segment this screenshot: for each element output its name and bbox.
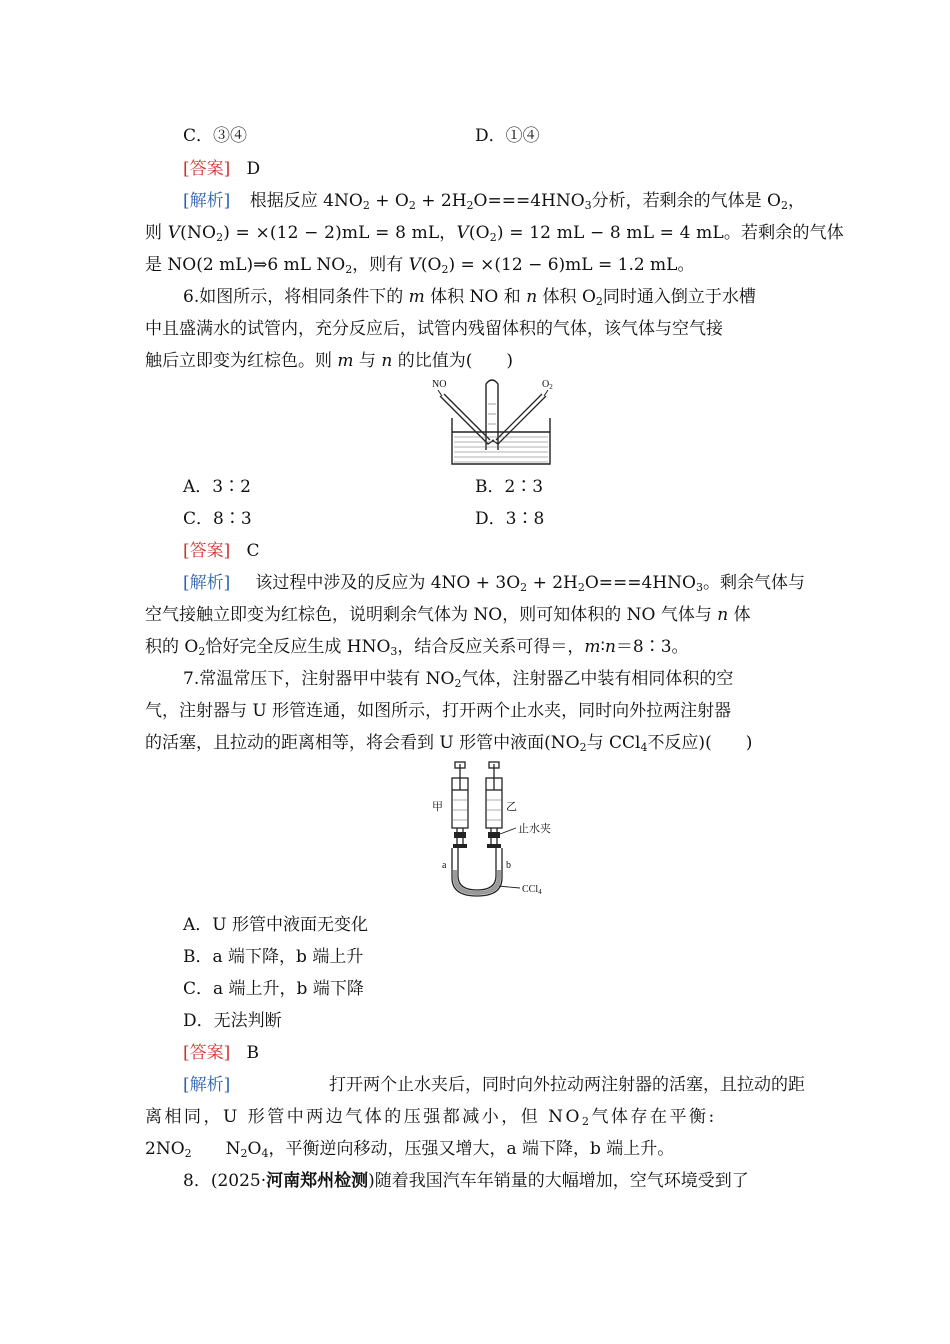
label-o2: $O_2$ [542, 379, 553, 391]
q6-option-b: B．2∶3 [475, 477, 544, 497]
answer-value: C [246, 541, 260, 561]
text: 与 [353, 351, 382, 371]
text: O===4HNO [473, 191, 585, 211]
q5-option-c: C．③④ [183, 126, 248, 146]
text: (O [420, 255, 442, 275]
text: 7.常温常压下，注射器甲中装有 NO [183, 669, 455, 689]
text: ， [788, 191, 805, 211]
q7-answer [183, 1041, 259, 1065]
q5-explanation-line-3: 是 NO(2 mL)⇒6 mL $NO_2$，则有 $V(O_2) = \times(12 - 6)mL = 1.2$ mL。 [145, 255, 695, 276]
q7-explanation-line-3: $2NO_2$ $N_2O_4$，平衡逆向移动，压强又增大，a 端下降，b 端上升。 [145, 1139, 675, 1160]
text: V [408, 255, 421, 275]
label-clamp: 止水夹 [518, 823, 551, 835]
text: 则 [145, 223, 168, 243]
text: 分析，若剩余的气体是 O [591, 191, 781, 211]
answer-value: D [246, 159, 261, 179]
q7-explanation-line-2: 离相同，U 形管中两边气体的压强都减小，但 $NO_2$气体存在平衡: [145, 1107, 717, 1128]
text: m [408, 287, 425, 307]
clamp-left [454, 832, 466, 838]
q7-option-d: D．无法判断 [183, 1011, 282, 1031]
text: N [225, 1139, 241, 1159]
q7-stem-line-1: 7.常温常压下，注射器甲中装有 $NO_2$气体，注射器乙中装有相同体积的空 [183, 669, 734, 690]
q6-stem-line-3 [145, 349, 513, 373]
q5-explanation-line-2: 则 $V(NO_2) = \times(12 - 2)mL = 8$ mL，$V(O_2) = 12$ mL − 8 mL = 4 mL。若剩余的气体 [145, 223, 844, 244]
text: ，结合反应关系可得＝， [397, 637, 585, 657]
text: + 2H [527, 573, 578, 593]
explanation-text: 打开两个止水夹后，同时向外拉动两注射器的活塞，且拉动的距 [329, 1075, 805, 1095]
text: )随着我国汽车年销量的大幅增加，空气环境受到了 [368, 1171, 749, 1191]
explanation-text: 该过程中涉及的反应为 $4NO + 3O_2 + 2H_2O===4HNO_3$。剩余气体与 [255, 573, 805, 594]
text: 2NO [145, 1139, 185, 1159]
text: 离相同，U 形管中两边气体的压强都减小，但 NO [145, 1107, 582, 1127]
text: n [526, 287, 538, 307]
q6-stem-line-2: 中且盛满水的试管内，充分反应后，试管内残留体积的气体，该气体与空气接 [145, 319, 723, 339]
text: n [604, 637, 616, 657]
text: 是 NO(2 mL)⇒6 mL NO [145, 255, 346, 275]
q6-option-d: D．3∶8 [475, 509, 545, 529]
q7-explanation-line-1 [183, 1073, 805, 1097]
answer-tag: [答案] [183, 1043, 231, 1063]
text: + 2H [415, 191, 467, 211]
text: 气体存在平衡: [591, 1107, 717, 1127]
text: m [337, 351, 354, 371]
q7-stem-line-3: 的活塞，且拉动的距离相等，将会看到 U 形管中液面($NO_2$与 CCl$_4$不反应)( ) [145, 733, 753, 754]
explanation-text: 根据反应 $4NO_2 + O_2 + 2H_2O===4HNO_3$分析，若剩余的气体是 $O_2$， [249, 191, 805, 212]
label-a: a [442, 860, 447, 871]
text: 同时通入倒立于水槽 [602, 287, 756, 307]
text: 空气接触立即变为红棕色，说明剩余气体为 NO，则可知体积的 NO 气体与 [145, 605, 718, 625]
text: V [167, 223, 181, 243]
water-trough-figure [430, 374, 560, 468]
text: n [717, 605, 729, 625]
source-tag: 河南郑州检测 [266, 1171, 369, 1191]
q5-explanation-line-1 [183, 189, 805, 213]
q6-stem-line-1: 6.如图所示，将相同条件下的 m 体积 NO 和 n 体积 $O_2$同时通入倒立于水槽 [183, 287, 756, 308]
text: ，平衡逆向移动，压强又增大，a 端下降，b 端上升。 [268, 1139, 675, 1159]
q5-answer [183, 157, 260, 181]
q6-explanation-line-3: 积的 $O_2$恰好完全反应生成 $HNO_3$，结合反应关系可得＝，m∶n＝8∶3。 [145, 637, 689, 658]
q5-option-d: D．①④ [475, 126, 540, 146]
label-jia: 甲 [432, 801, 443, 813]
text: O===4HNO [584, 573, 696, 593]
text: (NO [180, 223, 217, 243]
text: ∶ [600, 637, 605, 657]
text: 不反应)( ) [647, 733, 753, 753]
text: + O [369, 191, 409, 211]
text: 8．(2025· [183, 1171, 267, 1191]
answer-value: B [246, 1043, 259, 1063]
text: ) = 12 mL − 8 mL = 4 mL。若剩余的气体 [496, 223, 844, 243]
text: V [456, 223, 469, 243]
label-no: NO [432, 379, 447, 390]
text: 体积 O [537, 287, 596, 307]
q7-stem-line-2: 气，注射器与 U 形管连通，如图所示，打开两个止水夹，同时向外拉两注射器 [145, 701, 732, 721]
label-b: b [506, 860, 511, 871]
text: n [381, 351, 393, 371]
text: 气体，注射器乙中装有相同体积的空 [461, 669, 734, 689]
text: 根据反应 4NO [249, 191, 363, 211]
q7-option-c: C．a 端上升，b 端下降 [183, 979, 364, 999]
explanation-tag: [解析] [183, 191, 231, 211]
text: ＝8∶3。 [615, 637, 689, 657]
q7-option-a: A．U 形管中液面无变化 [183, 915, 369, 935]
text: 与 CCl [586, 733, 641, 753]
text: 触后立即变为红棕色。则 [145, 351, 338, 371]
explanation-tag: [解析] [183, 573, 231, 593]
q6-explanation-line-1 [183, 571, 805, 595]
answer-tag: [答案] [183, 541, 231, 561]
syringe-u-tube-figure [428, 760, 568, 902]
text: 积的 O [145, 637, 199, 657]
q6-option-c: C．8∶3 [183, 509, 252, 529]
text: ) = ×(12 − 6)mL = 1.2 mL。 [448, 255, 695, 275]
q7-option-b: B．a 端下降，b 端上升 [183, 947, 364, 967]
q6-answer [183, 539, 260, 563]
q8-stem-line-1 [183, 1169, 749, 1193]
text: 。剩余气体与 [703, 573, 805, 593]
text: ，则有 [352, 255, 409, 275]
text: 的比值为( ) [392, 351, 513, 371]
text: 恰好完全反应生成 HNO [205, 637, 391, 657]
answer-tag: [答案] [183, 159, 231, 179]
label-ccl4: CCl$_4$ [522, 884, 542, 896]
text: ) = ×(12 − 2)mL = 8 mL， [223, 223, 457, 243]
text: 的活塞，且拉动的距离相等，将会看到 U 形管中液面(NO [145, 733, 580, 753]
text: (O [468, 223, 490, 243]
text: 该过程中涉及的反应为 4NO + 3O [255, 573, 521, 593]
text: m [584, 637, 601, 657]
explanation-tag: [解析] [183, 1075, 231, 1095]
text: 体 [728, 605, 751, 625]
q6-option-a: A．3∶2 [183, 477, 251, 497]
label-yi: 乙 [506, 801, 517, 813]
text: 6.如图所示，将相同条件下的 [183, 287, 409, 307]
q6-explanation-line-2 [145, 603, 751, 627]
clamp-right [488, 832, 500, 838]
ccl4-liquid [453, 870, 501, 895]
text: 体积 NO 和 [424, 287, 527, 307]
text: O [247, 1139, 262, 1159]
